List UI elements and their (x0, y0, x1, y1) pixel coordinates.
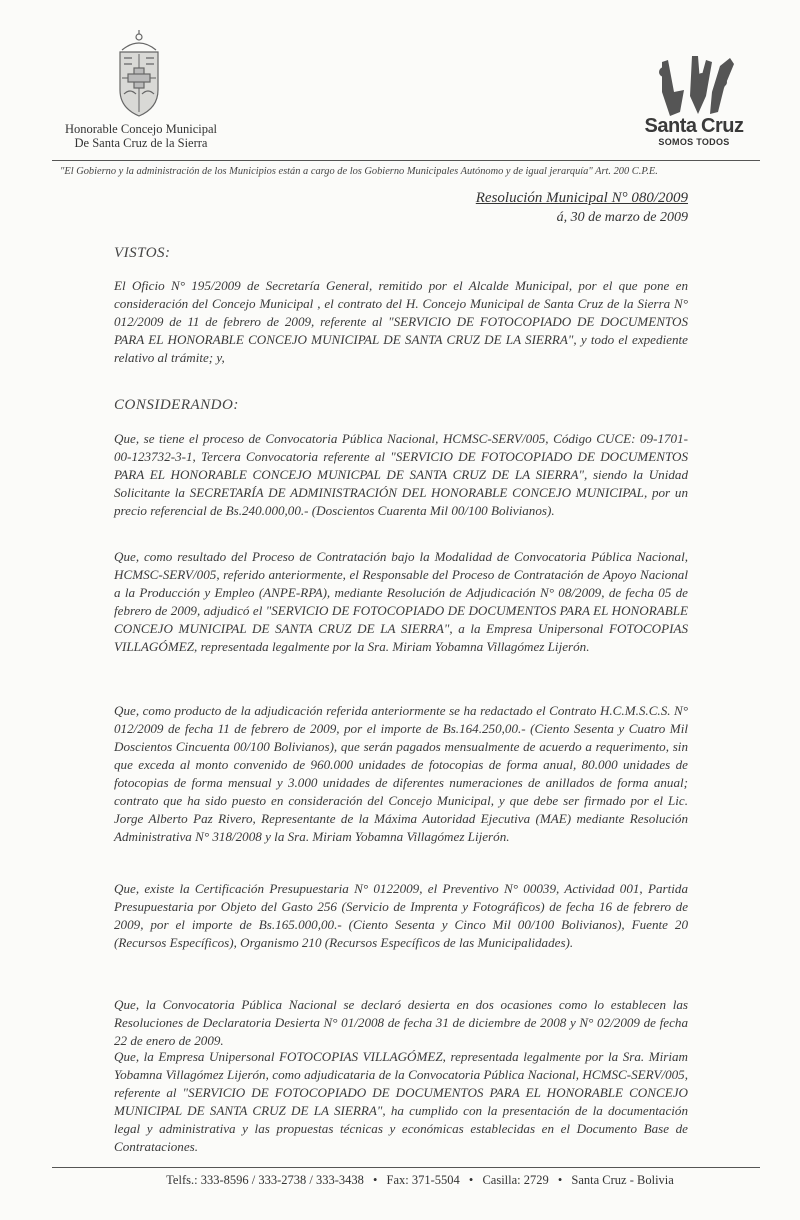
considerando-paragraph-2: Que, como resultado del Proceso de Contratación bajo la Modalidad de Convocatoria Pública Nacional, HCMSC-SERV/005, referido anteriormente, el Responsable del Proceso de Contratación de Apoyo Nacional a la Producción y Empleo (ANPE-RPA), mediante Resolución de Adjudicación N° 08/2009, de fecha 05 de febrero de 2009, adjudicó el "SERVICIO DE FOTOCOPIADO DE DOCUMENTOS PARA EL HONORABLE CONCEJO MUNICIPAL DE SANTA CRUZ DE LA SIERRA", a la Empresa Unipersonal FOTOCOPIAS VILLAGÓMEZ, representada legalmente por la Sra. Miriam Yobamna Villagómez Lijerón. (114, 549, 688, 654)
resolution-date: á, 30 de marzo de 2009 (556, 210, 688, 225)
footer-divider (52, 1167, 760, 1168)
vistos-paragraph: El Oficio N° 195/2009 de Secretaría General, remitido por el Alcalde Municipal, por el que pone en consideración del Concejo Municipal , el contrato del H. Concejo Municipal de Santa Cruz de la Sierra N° 012/2009 de 11 de febrero de 2009, referente al "SERVICIO DE FOTOCOPIADO DE DOCUMENTOS PARA EL HONORABLE CONCEJO MUNICIPAL DE SANTA CRUZ DE LA SIERRA", y todo el expediente relativo al trámite; y, (114, 278, 688, 365)
brand-second-word: Cruz (701, 115, 744, 137)
brand-first-word: Santa (644, 115, 697, 137)
coat-of-arms-icon (108, 28, 170, 120)
org-line-2: De Santa Cruz de la Sierra (74, 136, 208, 150)
considerando-paragraph-5: Que, la Convocatoria Pública Nacional se declaró desierta en dos ocasiones como lo establecen las Resoluciones de Declaratoria Desierta N° 01/2008 de fecha 31 de diciembre de 2008 y N° 02/2009 de fecha 22 de enero de 2009. (114, 997, 688, 1048)
footer-separator: • (468, 1173, 474, 1187)
resolution-title: Resolución Municipal N° 080/2009 (475, 190, 688, 206)
header-divider (52, 160, 760, 161)
footer-city: Santa Cruz - Bolivia (571, 1173, 674, 1187)
org-line-1: Honorable Concejo Municipal (64, 122, 218, 136)
footer-separator: • (557, 1173, 563, 1187)
constitution-motto: "El Gobierno y la administración de los Municipios están a cargo de los Gobierno Municipales Autónomo y de igual jerarquía" Art. 200 C.P.E. (60, 166, 658, 177)
footer-separator: • (373, 1173, 378, 1187)
considerando-paragraph-1: Que, se tiene el proceso de Convocatoria Pública Nacional, HCMSC-SERV/005, Código CUCE: 09-1701-00-123732-3-1, Tercera Convocatoria referente al "SERVICIO DE FOTOCOPIADO DE DOCUMENTOS PARA EL HONORABLE CONCEJO MUNICPAL DE SANTA CRUZ DE LA SIERRA", siendo la Unidad Solicitante la SECRETARÍA DE ADMINISTRACIÓN DEL HONORABLE CONCEJO MUNICIPAL, por un precio referencial de Bs.240.000,00.- (Doscientos Cuarenta Mil 00/100 Bolivianos). (114, 431, 688, 518)
organization-name (56, 122, 226, 150)
footer-phones: Telfs.: 333-8596 / 333-2738 / 333-3438 (166, 1173, 364, 1187)
footer-casilla: Casilla: 2729 (482, 1173, 549, 1187)
footer-fax: Fax: 371-5504 (386, 1173, 460, 1187)
section-considerando: CONSIDERANDO: (114, 397, 239, 413)
brand-tagline: SOMOS TODOS (658, 137, 730, 147)
considerando-paragraph-3: Que, como producto de la adjudicación referida anteriormente se ha redactado el Contrato H.C.M.S.C.S. N° 012/2009 de fecha 11 de febrero de 2009, por el importe de Bs.164.250,00.- (Ciento Sesenta y Cuatro Mil Doscientos Cincuenta 00/100 Bolivianos), que serán pagados mensualmente de acuerdo a requerimento, sin que exceda al monto convenido de 960.000 unidades de fotocopias de forma anual, 80.000 unidades de fotocopias de forma mensual y 3.000 unidades de diferentes numeraciones de anillados de forma anual; contrato que ha sido puesto en consideración del Concejo Municipal, y que debe ser firmado por el Lic. Jorge Alberto Paz Rivero, Representante de la Máxima Autoridad Ejecutiva (MAE) mediante Resolución Administrativa N° 318/2008 y la Sra. Miriam Yobamna Villagómez Lijerón. (114, 703, 688, 844)
considerando-paragraph-4: Que, existe la Certificación Presupuestaria N° 0122009, el Preventivo N° 00039, Actividad 001, Partida Presupuestaria por Objeto del Gasto 256 (Servicio de Imprenta y Fotográficos) de fecha 16 de febrero de 2009, por el importe de Bs.165.000,00.- (Ciento Sesenta y Cinco Mil 00/100 Bolivianos), Fuente 20 (Recursos Específicos), Organismo 210 (Recursos Específicos de las Municipalidades). (114, 881, 688, 950)
brand-name (638, 117, 750, 135)
footer-contact (100, 1173, 740, 1188)
section-vistos: VISTOS: (114, 245, 171, 261)
considerando-paragraph-6: Que, la Empresa Unipersonal FOTOCOPIAS VILLAGÓMEZ, representada legalmente por la Sra. Miriam Yobamna Villagómez Lijerón, como adjudicataria de la Convocatoria Pública Nacional, HCMSC-SERV/005, referente al "SERVICIO DE FOTOCOPIADO DE DOCUMENTOS PARA EL HONORABLE CONCEJO MUNICIPAL DE SANTA CRUZ DE LA SIERRA", ha cumplido con la presentación de la documentación legal y administrativa y las propuestas técnicas y económicas establecidas en el Documento Base de Contrataciones. (114, 1049, 688, 1154)
